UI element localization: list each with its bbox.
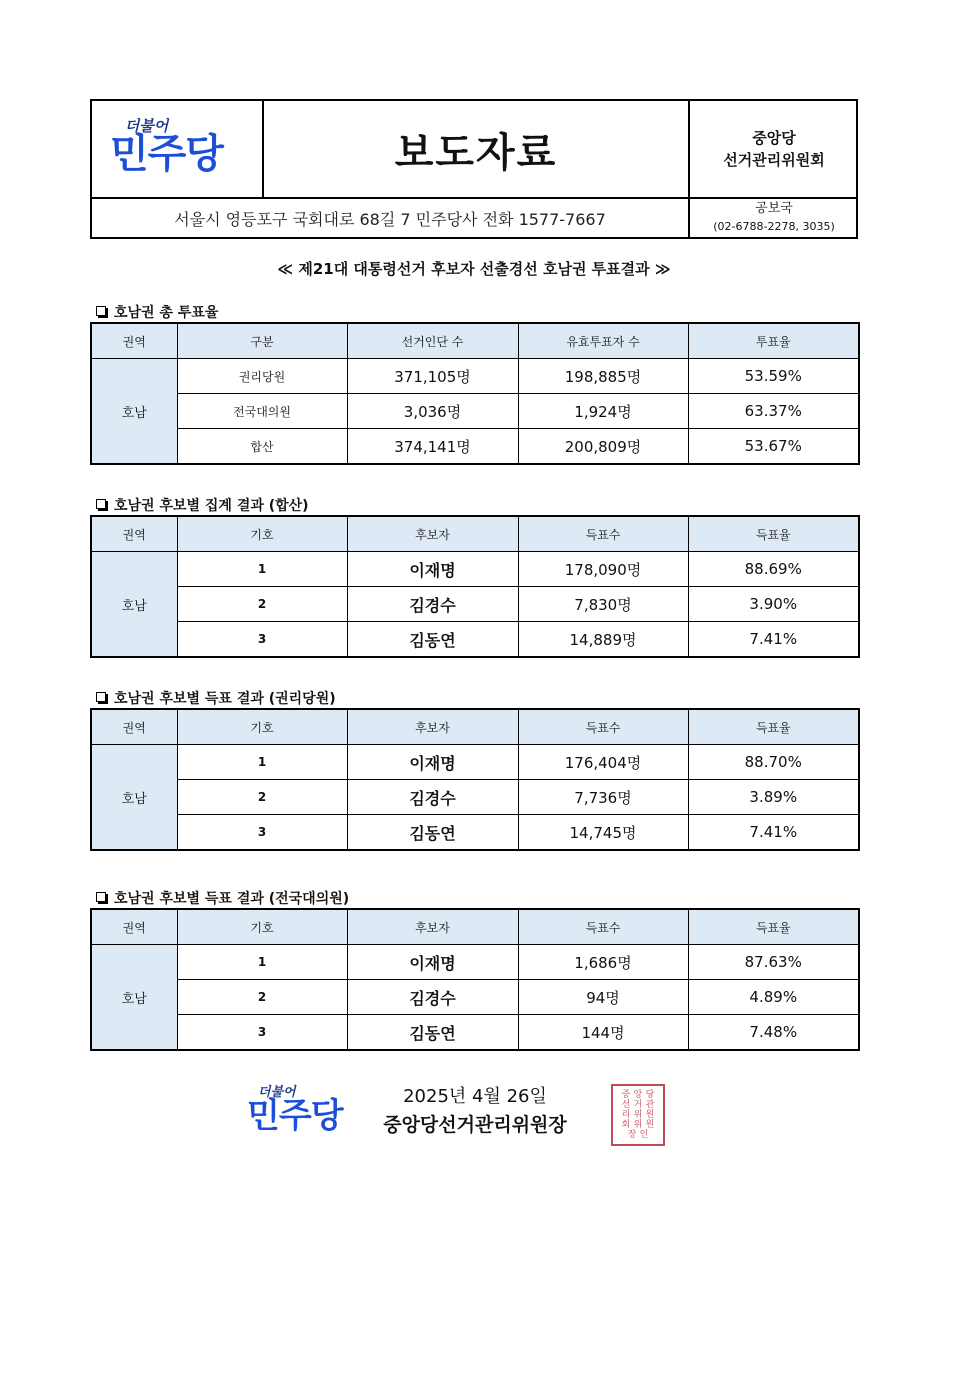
checkbox-bullet-icon — [96, 499, 106, 509]
delegate-results-table — [90, 908, 860, 1051]
region-cell: 호남 — [91, 552, 177, 658]
rate-cell: 88.69% — [688, 552, 859, 587]
voters-cell: 1,924명 — [518, 394, 688, 429]
signatory: 중앙당선거관리위원장 — [383, 1114, 567, 1136]
column-header: 구분 — [177, 323, 347, 359]
column-header: 후보자 — [347, 516, 518, 552]
column-header: 득표율 — [688, 516, 859, 552]
votes-cell: 1,686명 — [518, 945, 688, 980]
section-title-total-results: 호남권 후보별 집계 결과 (합산) — [96, 495, 309, 515]
rate-cell: 63.37% — [688, 394, 859, 429]
table-row — [91, 622, 859, 658]
column-header: 투표율 — [688, 323, 859, 359]
column-header: 득표율 — [688, 909, 859, 945]
electors-cell: 371,105명 — [347, 359, 518, 394]
checkbox-bullet-icon — [96, 306, 106, 316]
seal-glyph: 회 — [621, 1120, 631, 1130]
column-header: 권역 — [91, 909, 177, 945]
votes-cell: 144명 — [518, 1015, 688, 1051]
seal-glyph: 거 — [633, 1100, 643, 1110]
votes-cell: 14,889명 — [518, 622, 688, 658]
column-header: 기호 — [177, 909, 347, 945]
official-seal-stamp — [611, 1084, 665, 1146]
seal-glyph: 위 — [633, 1120, 643, 1130]
table-row — [91, 780, 859, 815]
candidate-number-cell: 1 — [177, 945, 347, 980]
candidate-name-cell: 김동연 — [347, 622, 518, 658]
seal-glyph: 리 — [621, 1110, 631, 1120]
release-date: 2025년 4월 26일 — [403, 1086, 547, 1107]
logo-small-text: 더불어 — [257, 1085, 296, 1100]
candidate-number-cell: 1 — [177, 552, 347, 587]
seal-glyph: 원 — [645, 1110, 655, 1120]
contact-info — [688, 199, 858, 237]
header-bottom-row — [92, 199, 856, 237]
rate-cell: 53.67% — [688, 429, 859, 465]
votes-cell: 7,736명 — [518, 780, 688, 815]
document-title: 보도자료 — [394, 129, 558, 176]
column-header: 권역 — [91, 709, 177, 745]
candidate-number-cell: 3 — [177, 622, 347, 658]
candidate-name-cell: 이재명 — [347, 552, 518, 587]
column-header: 득표율 — [688, 709, 859, 745]
region-cell: 호남 — [91, 745, 177, 851]
issuing-organization — [688, 101, 858, 197]
type-cell: 합산 — [177, 429, 347, 465]
table-row — [91, 815, 859, 851]
table-row — [91, 359, 859, 394]
voters-cell: 200,809명 — [518, 429, 688, 465]
party-logo — [110, 117, 223, 177]
turnout-table — [90, 322, 860, 465]
column-header: 득표수 — [518, 516, 688, 552]
rate-cell: 7.48% — [688, 1015, 859, 1051]
column-header: 득표수 — [518, 909, 688, 945]
seal-glyph: 원 — [645, 1120, 655, 1130]
rate-cell: 4.89% — [688, 980, 859, 1015]
headline: ≪ 제21대 대통령선거 후보자 선출경선 호남권 투표결과 ≫ — [277, 260, 671, 278]
table-row — [91, 394, 859, 429]
candidate-number-cell: 2 — [177, 587, 347, 622]
rate-cell: 3.89% — [688, 780, 859, 815]
column-header: 권역 — [91, 516, 177, 552]
seal-glyph: 장 — [627, 1130, 637, 1140]
votes-cell: 94명 — [518, 980, 688, 1015]
seal-glyph: 선 — [621, 1100, 631, 1110]
votes-cell: 7,830명 — [518, 587, 688, 622]
seal-glyph: 관 — [645, 1100, 655, 1110]
logo-small-text: 더불어 — [124, 117, 169, 135]
votes-cell: 176,404명 — [518, 745, 688, 780]
contact-phone: (02-6788-2278, 3035) — [713, 220, 835, 233]
candidate-name-cell: 이재명 — [347, 945, 518, 980]
candidate-name-cell: 김동연 — [347, 1015, 518, 1051]
logo-big-text: 민주당 — [110, 131, 223, 177]
press-release-header — [90, 99, 858, 239]
rate-cell: 53.59% — [688, 359, 859, 394]
table-header-row — [91, 516, 859, 552]
column-header: 후보자 — [347, 709, 518, 745]
seal-glyph: 위 — [633, 1110, 643, 1120]
address: 서울시 영등포구 국회대로 68길 7 민주당사 전화 1577-7667 — [174, 209, 606, 229]
rate-cell: 7.41% — [688, 622, 859, 658]
member-results-table — [90, 708, 860, 851]
org-line-2: 선거관리위원회 — [723, 151, 825, 169]
table-row — [91, 552, 859, 587]
org-line-1: 중앙당 — [752, 129, 796, 147]
column-header: 권역 — [91, 323, 177, 359]
candidate-name-cell: 이재명 — [347, 745, 518, 780]
section-title-delegate-results: 호남권 후보별 득표 결과 (전국대의원) — [96, 888, 349, 908]
type-cell: 권리당원 — [177, 359, 347, 394]
table-header-row — [91, 323, 859, 359]
seal-glyph: 중 — [621, 1090, 631, 1100]
seal-glyph: 당 — [645, 1090, 655, 1100]
candidate-number-cell: 2 — [177, 780, 347, 815]
table-row — [91, 745, 859, 780]
table-row — [91, 429, 859, 465]
logo-big-text: 민주당 — [247, 1096, 343, 1136]
seal-glyph: 앙 — [633, 1090, 643, 1100]
rate-cell: 7.41% — [688, 815, 859, 851]
column-header: 선거인단 수 — [347, 323, 518, 359]
region-cell: 호남 — [91, 945, 177, 1051]
table-header-row — [91, 909, 859, 945]
votes-cell: 14,745명 — [518, 815, 688, 851]
type-cell: 전국대의원 — [177, 394, 347, 429]
checkbox-bullet-icon — [96, 692, 106, 702]
electors-cell: 3,036명 — [347, 394, 518, 429]
candidate-number-cell: 1 — [177, 745, 347, 780]
candidate-number-cell: 3 — [177, 815, 347, 851]
candidate-name-cell: 김경수 — [347, 587, 518, 622]
header-top-row — [92, 101, 856, 199]
footer-party-logo — [247, 1085, 343, 1136]
table-row — [91, 945, 859, 980]
rate-cell: 88.70% — [688, 745, 859, 780]
candidate-name-cell: 김경수 — [347, 780, 518, 815]
section-title-member-results: 호남권 후보별 득표 결과 (권리당원) — [96, 688, 336, 708]
table-header-row — [91, 709, 859, 745]
candidate-name-cell: 김경수 — [347, 980, 518, 1015]
column-header: 후보자 — [347, 909, 518, 945]
checkbox-bullet-icon — [96, 892, 106, 902]
contact-dept: 공보국 — [755, 201, 793, 216]
candidate-number-cell: 3 — [177, 1015, 347, 1051]
total-results-table — [90, 515, 860, 658]
candidate-number-cell: 2 — [177, 980, 347, 1015]
table-row — [91, 587, 859, 622]
candidate-name-cell: 김동연 — [347, 815, 518, 851]
voters-cell: 198,885명 — [518, 359, 688, 394]
electors-cell: 374,141명 — [347, 429, 518, 465]
column-header: 득표수 — [518, 709, 688, 745]
section-title-turnout: 호남권 총 투표율 — [96, 302, 218, 322]
rate-cell: 87.63% — [688, 945, 859, 980]
column-header: 유효투표자 수 — [518, 323, 688, 359]
seal-glyph: 인 — [639, 1130, 649, 1140]
table-row — [91, 1015, 859, 1051]
region-cell: 호남 — [91, 359, 177, 465]
votes-cell: 178,090명 — [518, 552, 688, 587]
column-header: 기호 — [177, 516, 347, 552]
party-logo-cell — [92, 101, 264, 197]
column-header: 기호 — [177, 709, 347, 745]
rate-cell: 3.90% — [688, 587, 859, 622]
table-row — [91, 980, 859, 1015]
